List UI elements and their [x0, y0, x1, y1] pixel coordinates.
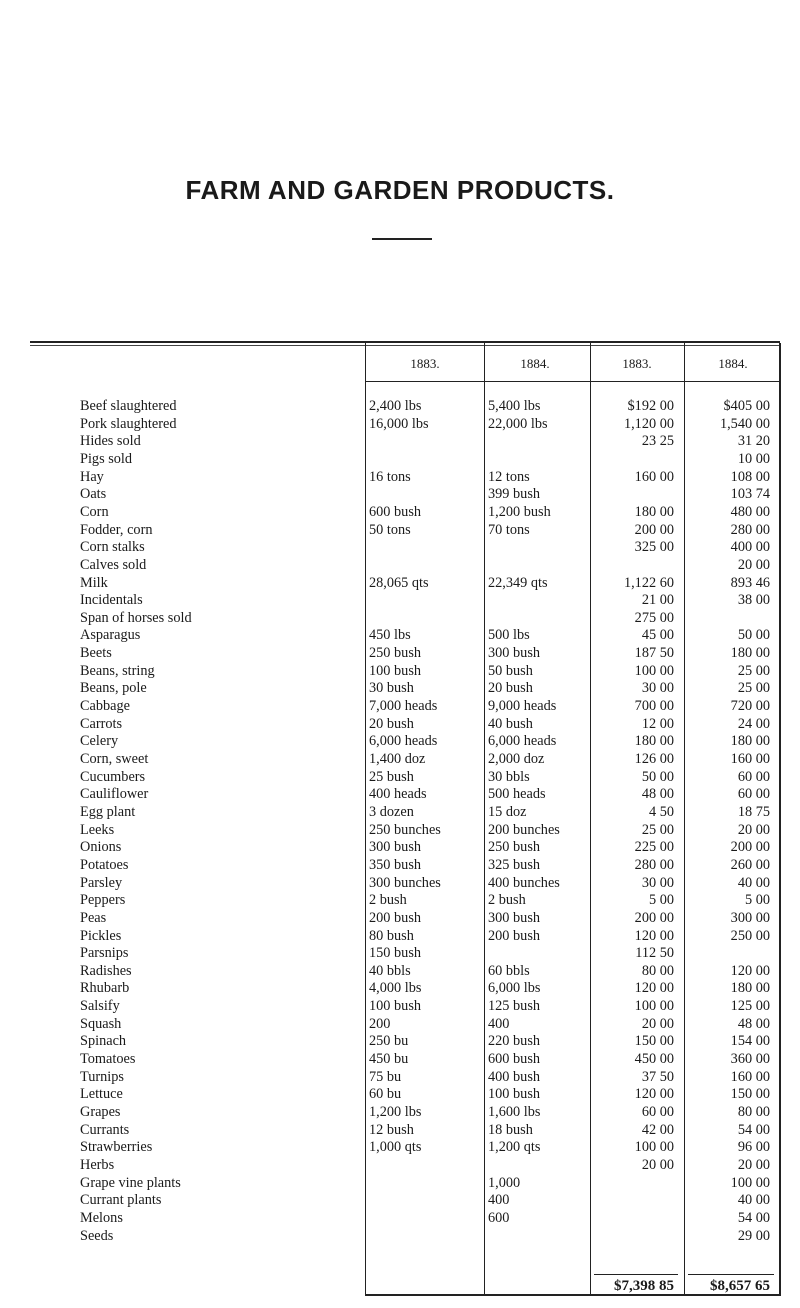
- value-1883: 21 00: [641, 592, 674, 608]
- row-label: [80, 928, 364, 944]
- row-label: [80, 716, 364, 732]
- item-name: Celery: [80, 733, 119, 749]
- quantity-1884: 400 bunches: [488, 875, 560, 891]
- quantity-1883: 30 bush: [369, 680, 414, 696]
- value-1883: 200 00: [634, 522, 674, 538]
- value-1883: 12 00: [641, 716, 674, 732]
- value-1884: 480 00: [730, 504, 770, 520]
- quantity-1884: 600: [488, 1210, 510, 1226]
- item-name: Asparagus: [80, 627, 141, 643]
- quantity-1883: 250 bu: [369, 1033, 409, 1049]
- value-1884: 893 46: [730, 575, 770, 591]
- item-name: Beef slaughtered: [80, 398, 177, 414]
- value-1884: 200 00: [730, 839, 770, 855]
- quantity-1884: 125 bush: [488, 998, 541, 1014]
- item-name: Radishes: [80, 963, 132, 979]
- value-1883: 60 00: [641, 1104, 674, 1120]
- item-name: Melons: [80, 1210, 123, 1226]
- row-label: [80, 680, 364, 696]
- row-label: [80, 1228, 364, 1244]
- item-name: Peas: [80, 910, 107, 926]
- row-label: [80, 433, 364, 449]
- item-name: Incidentals: [80, 592, 143, 608]
- value-1884: 40 00: [737, 875, 770, 891]
- value-1884: 720 00: [730, 698, 770, 714]
- row-label: [80, 769, 364, 785]
- quantity-1884: 400: [488, 1016, 510, 1032]
- row-label: [80, 610, 364, 626]
- quantity-1883: 300 bunches: [369, 875, 441, 891]
- row-label: [80, 822, 364, 838]
- value-1884: 60 00: [737, 769, 770, 785]
- value-1883: 100 00: [634, 1139, 674, 1155]
- row-label: [80, 1192, 364, 1208]
- item-name: Squash: [80, 1016, 122, 1032]
- item-name: Rhubarb: [80, 980, 130, 996]
- value-1883: 5 00: [648, 892, 674, 908]
- value-1884: 24 00: [737, 716, 770, 732]
- header-quantity-1884: 1884.: [520, 356, 550, 371]
- quantity-1883: 600 bush: [369, 504, 422, 520]
- value-1883: $192 00: [627, 398, 674, 414]
- row-label: [80, 522, 364, 538]
- value-1884: 20 00: [737, 1157, 770, 1173]
- value-1883: 48 00: [641, 786, 674, 802]
- row-label: [80, 1016, 364, 1032]
- quantity-1883: 350 bush: [369, 857, 422, 873]
- item-name: Salsify: [80, 998, 120, 1014]
- value-1884: 103 74: [730, 486, 770, 502]
- quantity-1884: 12 tons: [488, 469, 530, 485]
- quantity-1884: 40 bush: [488, 716, 533, 732]
- quantity-1883: 60 bu: [369, 1086, 402, 1102]
- item-name: Corn, sweet: [80, 751, 149, 767]
- quantity-1884: 1,000: [488, 1175, 521, 1191]
- value-1884: 25 00: [737, 663, 770, 679]
- value-1883: 180 00: [634, 504, 674, 520]
- row-label: [80, 416, 364, 432]
- quantity-1884: 30 bbls: [488, 769, 530, 785]
- value-1883: 112 50: [635, 945, 674, 961]
- value-1883: 37 50: [641, 1069, 674, 1085]
- quantity-1884: 1,600 lbs: [488, 1104, 541, 1120]
- value-1884: 160 00: [730, 751, 770, 767]
- row-label: [80, 1051, 364, 1067]
- quantity-1883: 4,000 lbs: [369, 980, 422, 996]
- value-1883: 700 00: [634, 698, 674, 714]
- value-1883: 150 00: [634, 1033, 674, 1049]
- row-label: [80, 1175, 364, 1191]
- quantity-1883: 20 bush: [369, 716, 414, 732]
- value-1884: 48 00: [737, 1016, 770, 1032]
- item-name: Fodder, corn: [80, 522, 153, 538]
- total-1884: $8,657 65: [710, 1278, 770, 1294]
- value-1884: 180 00: [730, 980, 770, 996]
- value-1884: 260 00: [730, 857, 770, 873]
- quantity-1884: 15 doz: [488, 804, 527, 820]
- quantity-1883: 3 dozen: [369, 804, 414, 820]
- quantity-1884: 6,000 lbs: [488, 980, 541, 996]
- quantity-1883: 75 bu: [369, 1069, 402, 1085]
- quantity-1883: 400 heads: [369, 786, 427, 802]
- row-label: [80, 539, 364, 555]
- quantity-1883: 1,400 doz: [369, 751, 426, 767]
- value-1883: 1,120 00: [623, 416, 674, 432]
- row-label: [80, 557, 364, 573]
- quantity-1884: 250 bush: [488, 839, 541, 855]
- value-1884: 60 00: [737, 786, 770, 802]
- quantity-1883: 16,000 lbs: [369, 416, 429, 432]
- value-1883: 20 00: [641, 1016, 674, 1032]
- item-name: Cabbage: [80, 698, 131, 714]
- header-value-1884: 1884.: [718, 356, 748, 371]
- value-1883: 100 00: [634, 663, 674, 679]
- item-name: Herbs: [80, 1157, 115, 1173]
- item-name: Strawberries: [80, 1139, 153, 1155]
- row-label: [80, 1139, 364, 1155]
- page-title: FARM AND GARDEN PRODUCTS.: [185, 175, 615, 205]
- quantity-1884: 300 bush: [488, 645, 541, 661]
- quantity-1884: 220 bush: [488, 1033, 541, 1049]
- quantity-1884: 400 bush: [488, 1069, 541, 1085]
- value-1884: 5 00: [744, 892, 770, 908]
- value-1883: 1,122 60: [623, 575, 674, 591]
- row-label: [80, 857, 364, 873]
- item-name: Pork slaughtered: [80, 416, 177, 432]
- item-name: Spinach: [80, 1033, 127, 1049]
- item-name: Cucumbers: [80, 769, 146, 785]
- row-label: [80, 839, 364, 855]
- quantity-1883: 40 bbls: [369, 963, 411, 979]
- value-1884: 160 00: [730, 1069, 770, 1085]
- row-label: [80, 875, 364, 891]
- row-label: [80, 945, 364, 961]
- quantity-1883: 100 bush: [369, 998, 422, 1014]
- row-label: [80, 963, 364, 979]
- row-label: [80, 786, 364, 802]
- value-1883: 4 50: [648, 804, 674, 820]
- quantity-1883: 80 bush: [369, 928, 414, 944]
- value-1884: 125 00: [730, 998, 770, 1014]
- value-1884: 360 00: [730, 1051, 770, 1067]
- quantity-1884: 325 bush: [488, 857, 541, 873]
- quantity-1884: 50 bush: [488, 663, 533, 679]
- value-1884: 120 00: [730, 963, 770, 979]
- quantity-1884: 5,400 lbs: [488, 398, 541, 414]
- quantity-1883: 12 bush: [369, 1122, 414, 1138]
- row-label: [80, 663, 364, 679]
- row-label: [80, 627, 364, 643]
- quantity-1884: 60 bbls: [488, 963, 530, 979]
- value-1884: 54 00: [737, 1122, 770, 1138]
- item-name: Calves sold: [80, 557, 147, 573]
- value-1884: 180 00: [730, 733, 770, 749]
- value-1883: 30 00: [641, 875, 674, 891]
- value-1883: 50 00: [641, 769, 674, 785]
- quantity-1884: 1,200 bush: [488, 504, 551, 520]
- value-1884: 96 00: [737, 1139, 770, 1155]
- value-1883: 160 00: [634, 469, 674, 485]
- row-label: [80, 469, 364, 485]
- value-1883: 30 00: [641, 680, 674, 696]
- quantity-1883: 1,000 qts: [369, 1139, 422, 1155]
- quantity-1884: 500 heads: [488, 786, 546, 802]
- row-label: [80, 910, 364, 926]
- quantity-1884: 1,200 qts: [488, 1139, 541, 1155]
- value-1883: 25 00: [641, 822, 674, 838]
- quantity-1884: 9,000 heads: [488, 698, 557, 714]
- item-name: Tomatoes: [80, 1051, 136, 1067]
- value-1883: 20 00: [641, 1157, 674, 1173]
- row-label: [80, 504, 364, 520]
- value-1883: 325 00: [634, 539, 674, 555]
- value-1883: 120 00: [634, 928, 674, 944]
- quantity-1883: 1,200 lbs: [369, 1104, 422, 1120]
- value-1883: 280 00: [634, 857, 674, 873]
- item-name: Currants: [80, 1122, 130, 1138]
- value-1884: 38 00: [737, 592, 770, 608]
- value-1884: $405 00: [723, 398, 770, 414]
- item-name: Beans, string: [80, 663, 155, 679]
- header-quantity-1883: 1883.: [410, 356, 440, 371]
- value-1884: 150 00: [730, 1086, 770, 1102]
- value-1884: 20 00: [737, 557, 770, 573]
- row-label: [80, 733, 364, 749]
- item-name: Onions: [80, 839, 122, 855]
- row-label: [80, 398, 364, 414]
- quantity-1884: 500 lbs: [488, 627, 530, 643]
- item-name: Span of horses sold: [80, 610, 192, 626]
- quantity-1883: 200 bush: [369, 910, 422, 926]
- header-value-1883: 1883.: [622, 356, 652, 371]
- value-1883: 450 00: [634, 1051, 674, 1067]
- value-1884: 180 00: [730, 645, 770, 661]
- row-label: [80, 998, 364, 1014]
- item-name: Parsley: [80, 875, 123, 891]
- item-name: Leeks: [80, 822, 115, 838]
- quantity-1883: 25 bush: [369, 769, 414, 785]
- item-name: Seeds: [80, 1228, 114, 1244]
- value-1884: 300 00: [730, 910, 770, 926]
- row-label: [80, 645, 364, 661]
- quantity-1884: 20 bush: [488, 680, 533, 696]
- item-name: Milk: [80, 575, 108, 591]
- quantity-1883: 150 bush: [369, 945, 422, 961]
- row-label: [80, 751, 364, 767]
- quantity-1883: 100 bush: [369, 663, 422, 679]
- row-label: [80, 1104, 364, 1120]
- item-name: Oats: [80, 486, 107, 502]
- value-1884: 20 00: [737, 822, 770, 838]
- value-1883: 42 00: [641, 1122, 674, 1138]
- row-label: [80, 1033, 364, 1049]
- quantity-1883: 300 bush: [369, 839, 422, 855]
- value-1883: 23 25: [641, 433, 674, 449]
- item-name: Currant plants: [80, 1192, 162, 1208]
- item-name: Cauliflower: [80, 786, 149, 802]
- value-1884: 100 00: [730, 1175, 770, 1191]
- value-1884: 40 00: [737, 1192, 770, 1208]
- value-1884: 154 00: [730, 1033, 770, 1049]
- quantity-1884: 399 bush: [488, 486, 541, 502]
- row-label: [80, 698, 364, 714]
- row-label: [80, 980, 364, 996]
- row-label: [80, 804, 364, 820]
- row-label: [80, 575, 364, 591]
- value-1884: 29 00: [737, 1228, 770, 1244]
- row-label: [80, 1069, 364, 1085]
- quantity-1884: 70 tons: [488, 522, 530, 538]
- value-1883: 126 00: [634, 751, 674, 767]
- value-1884: 250 00: [730, 928, 770, 944]
- quantity-1883: 250 bunches: [369, 822, 441, 838]
- value-1884: 400 00: [730, 539, 770, 555]
- quantity-1884: 22,000 lbs: [488, 416, 548, 432]
- value-1883: 80 00: [641, 963, 674, 979]
- quantity-1884: 100 bush: [488, 1086, 541, 1102]
- value-1884: 31 20: [737, 433, 770, 449]
- item-name: Hides sold: [80, 433, 141, 449]
- item-name: Beans, pole: [80, 680, 147, 696]
- value-1884: 18 75: [737, 804, 770, 820]
- item-name: Pickles: [80, 928, 122, 944]
- row-label: [80, 892, 364, 908]
- item-name: Beets: [80, 645, 112, 661]
- row-label: [80, 1210, 364, 1226]
- item-name: Parsnips: [80, 945, 129, 961]
- quantity-1883: 16 tons: [369, 469, 411, 485]
- quantity-1884: 200 bush: [488, 928, 541, 944]
- item-name: Hay: [80, 469, 104, 485]
- value-1884: 25 00: [737, 680, 770, 696]
- quantity-1884: 22,349 qts: [488, 575, 548, 591]
- row-label: [80, 1122, 364, 1138]
- item-name: Egg plant: [80, 804, 136, 820]
- item-name: Grape vine plants: [80, 1175, 181, 1191]
- value-1883: 45 00: [641, 627, 674, 643]
- value-1884: 280 00: [730, 522, 770, 538]
- quantity-1884: 18 bush: [488, 1122, 533, 1138]
- value-1884: 54 00: [737, 1210, 770, 1226]
- quantity-1883: 2,400 lbs: [369, 398, 422, 414]
- value-1883: 180 00: [634, 733, 674, 749]
- quantity-1884: 2,000 doz: [488, 751, 545, 767]
- quantity-1883: 250 bush: [369, 645, 422, 661]
- quantity-1884: 400: [488, 1192, 510, 1208]
- value-1883: 275 00: [634, 610, 674, 626]
- value-1883: 200 00: [634, 910, 674, 926]
- item-name: Grapes: [80, 1104, 121, 1120]
- quantity-1883: 450 lbs: [369, 627, 411, 643]
- value-1884: 80 00: [737, 1104, 770, 1120]
- value-1883: 187 50: [634, 645, 674, 661]
- quantity-1884: 300 bush: [488, 910, 541, 926]
- item-name: Corn: [80, 504, 109, 520]
- row-label: [80, 451, 364, 467]
- row-label: [80, 592, 364, 608]
- item-name: Potatoes: [80, 857, 129, 873]
- item-name: Pigs sold: [80, 451, 133, 467]
- total-1883: $7,398 85: [614, 1278, 674, 1294]
- quantity-1883: 2 bush: [369, 892, 407, 908]
- value-1884: 10 00: [737, 451, 770, 467]
- quantity-1884: 6,000 heads: [488, 733, 557, 749]
- item-name: Lettuce: [80, 1086, 123, 1102]
- value-1883: 120 00: [634, 980, 674, 996]
- quantity-1883: 50 tons: [369, 522, 411, 538]
- value-1883: 120 00: [634, 1086, 674, 1102]
- quantity-1883: 6,000 heads: [369, 733, 438, 749]
- quantity-1883: 200: [369, 1016, 391, 1032]
- quantity-1884: 200 bunches: [488, 822, 560, 838]
- value-1884: 50 00: [737, 627, 770, 643]
- quantity-1884: 600 bush: [488, 1051, 541, 1067]
- item-name: Peppers: [80, 892, 126, 908]
- row-label: [80, 1157, 364, 1173]
- quantity-1883: 450 bu: [369, 1051, 409, 1067]
- item-name: Corn stalks: [80, 539, 145, 555]
- value-1883: 225 00: [634, 839, 674, 855]
- quantity-1883: 28,065 qts: [369, 575, 429, 591]
- quantity-1883: 7,000 heads: [369, 698, 438, 714]
- value-1883: 100 00: [634, 998, 674, 1014]
- quantity-1884: 2 bush: [488, 892, 526, 908]
- item-name: Carrots: [80, 716, 123, 732]
- row-label: [80, 486, 364, 502]
- value-1884: 1,540 00: [719, 416, 770, 432]
- row-label: [80, 1086, 364, 1102]
- item-name: Turnips: [80, 1069, 124, 1085]
- value-1884: 108 00: [730, 469, 770, 485]
